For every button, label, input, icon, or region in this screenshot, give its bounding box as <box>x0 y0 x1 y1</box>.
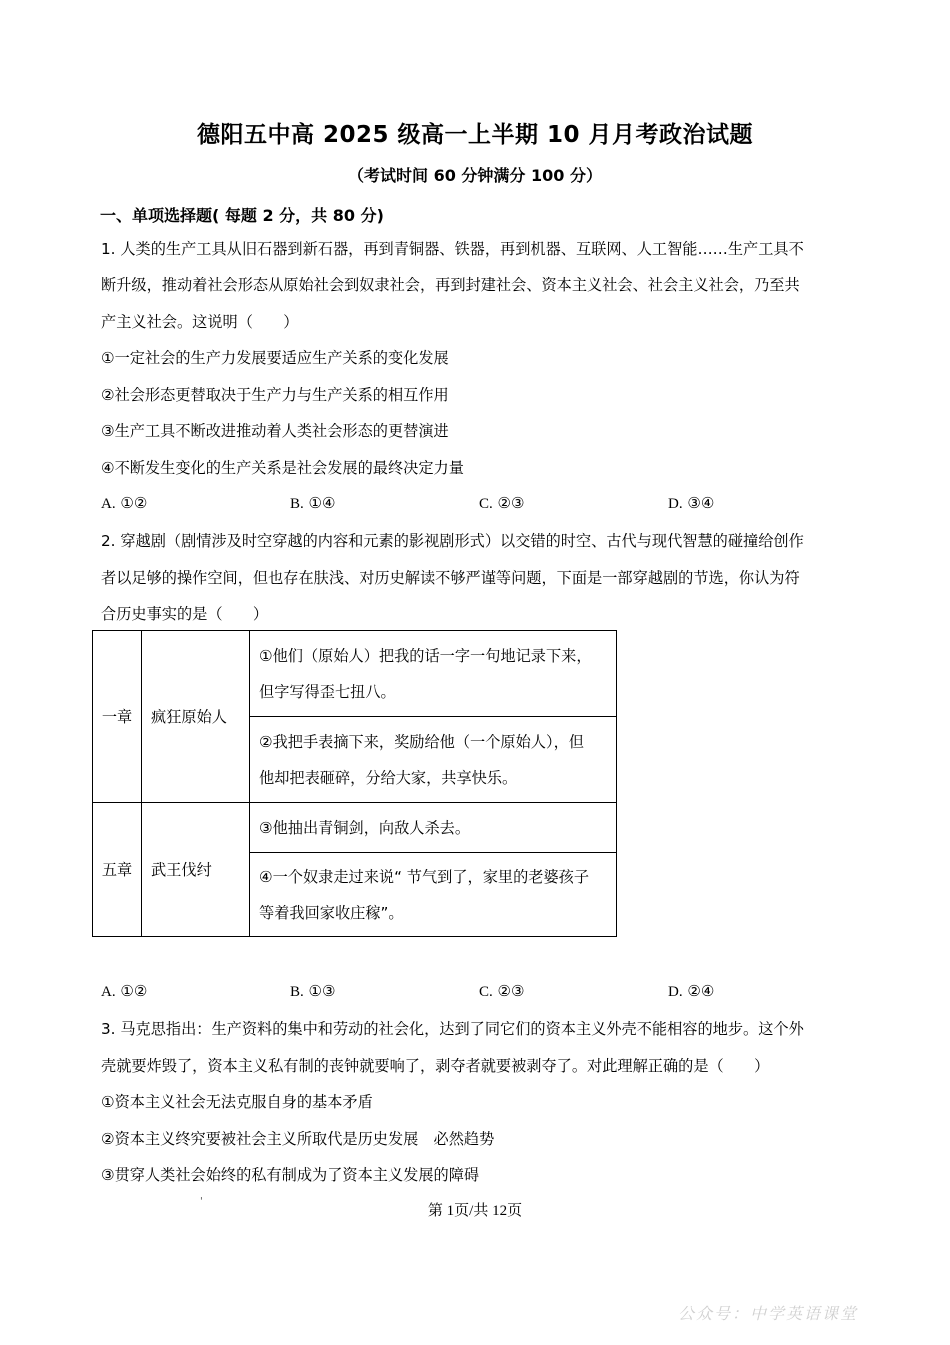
q3-statement-1: ①资本主义社会无法克服自身的基本矛盾 <box>101 1093 373 1111</box>
exam-subtitle: （考试时间 60 分钟满分 100 分） <box>348 166 602 185</box>
q1-option-b[interactable]: B. ①④ <box>290 494 336 512</box>
q2-option-a[interactable]: A. ①② <box>101 982 148 1000</box>
q2-stem-line-1: 2. 穿越剧（剧情涉及时空穿越的内容和元素的影视剧形式）以交错的时空、古代与现代智慧的碰撞给创作 <box>101 532 804 550</box>
q3-stem-line-1: 3. 马克思指出：生产资料的集中和劳动的社会化，达到了同它们的资本主义外壳不能相容的地步。这个外 <box>101 1020 804 1038</box>
watermark: 公众号：中学英语课堂 <box>678 1304 859 1323</box>
chapter-1: 一章 <box>93 631 142 803</box>
q3-statement-2: ②资本主义终究要被社会主义所取代是历史发展 必然趋势 <box>101 1130 495 1148</box>
chapter-5-title: 武王伐纣 <box>142 803 250 937</box>
q1-option-c[interactable]: C. ②③ <box>479 494 525 512</box>
q1-option-d[interactable]: D. ③④ <box>668 494 715 512</box>
table-item-4: ④一个奴隶走过来说“ 节气到了，家里的老婆孩子 等着我回家收庄稼”。 <box>250 853 617 937</box>
chapter-5: 五章 <box>93 803 142 937</box>
q1-option-a[interactable]: A. ①② <box>101 494 148 512</box>
q3-stem-line-2: 壳就要炸毁了，资本主义私有制的丧钟就要响了，剥夺者就要被剥夺了。对此理解正确的是（ ） <box>101 1057 770 1075</box>
page-number: 第 1页/共 12页 <box>427 1203 523 1219</box>
q3-statement-3: ③贯穿人类社会始终的私有制成为了资本主义发展的障碍 <box>101 1166 480 1184</box>
q2-stem-line-3: 合历史事实的是（ ） <box>101 605 269 623</box>
section-heading: 一、单项选择题( 每题 2 分，共 80 分) <box>100 206 384 225</box>
stray-mark: ' <box>200 1196 203 1207</box>
table-item-3: ③他抽出青铜剑，向敌人杀去。 <box>250 803 617 853</box>
q1-statement-2: ②社会形态更替取决于生产力与生产关系的相互作用 <box>101 386 449 404</box>
table-item-2: ②我把手表摘下来，奖励给他（一个原始人），但 他却把表砸碎，分给大家，共享快乐。 <box>250 717 617 803</box>
q1-stem-line-2: 断升级，推动着社会形态从原始社会到奴隶社会，再到封建社会、资本主义社会、社会主义社会，乃至共 <box>101 276 800 294</box>
q2-drama-table <box>92 630 617 937</box>
q2-option-c[interactable]: C. ②③ <box>479 982 525 1000</box>
q2-stem-line-2: 者以足够的操作空间，但也存在肤浅、对历史解读不够严谨等问题，下面是一部穿越剧的节选，你认为符 <box>101 569 800 587</box>
exam-title: 德阳五中高 2025 级高一上半期 10 月月考政治试题 <box>196 122 754 148</box>
table-item-1: ①他们（原始人）把我的话一字一句地记录下来， 但字写得歪七扭八。 <box>250 631 617 717</box>
q1-statement-3: ③生产工具不断改进推动着人类社会形态的更替演进 <box>101 422 449 440</box>
chapter-1-title: 疯狂原始人 <box>142 631 250 803</box>
q2-option-b[interactable]: B. ①③ <box>290 982 336 1000</box>
q1-statement-4: ④不断发生变化的生产关系是社会发展的最终决定力量 <box>101 459 464 477</box>
q1-stem-line-1: 1. 人类的生产工具从旧石器到新石器，再到青铜器、铁器，再到机器、互联网、人工智能……生产工具不 <box>101 240 804 258</box>
q1-stem-line-3: 产主义社会。这说明（ ） <box>101 313 299 331</box>
q2-option-d[interactable]: D. ②④ <box>668 982 715 1000</box>
q1-statement-1: ①一定社会的生产力发展要适应生产关系的变化发展 <box>101 349 449 367</box>
